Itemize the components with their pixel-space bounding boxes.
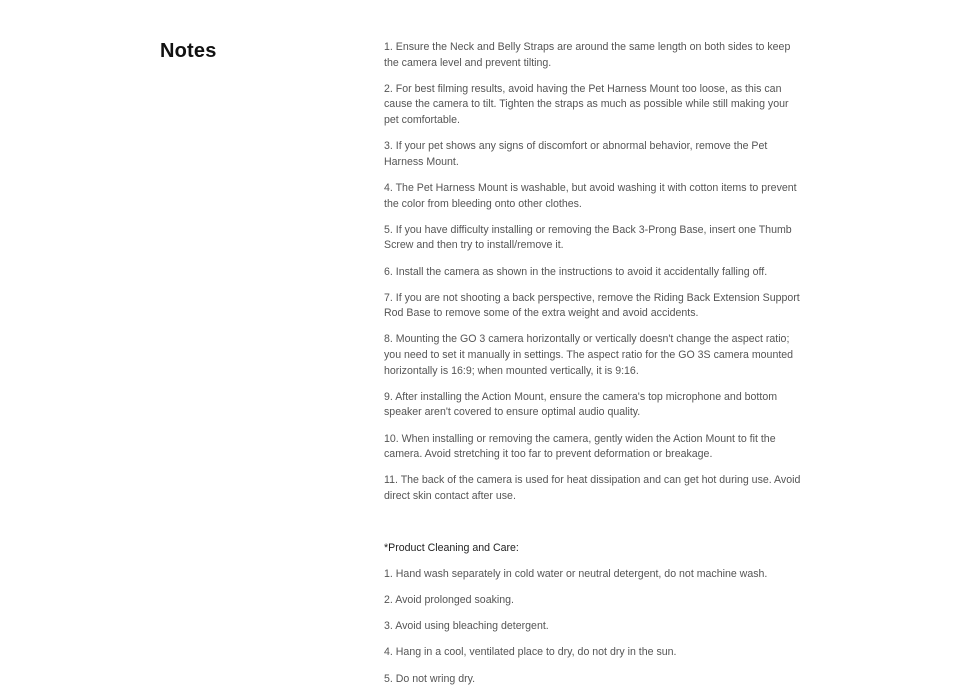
note-item-7: 7. If you are not shooting a back perspective, remove the Riding Back Extension Support Rod Base to remove some of the extra weight and avoid accidents. bbox=[384, 291, 800, 320]
care-item-4: 4. Hang in a cool, ventilated place to dry, do not dry in the sun. bbox=[384, 646, 677, 659]
note-item-5: 5. If you have difficulty installing or removing the Back 3-Prong Base, insert one Thumb Screw and then try to install/remove it. bbox=[384, 223, 792, 252]
notes-title: Notes bbox=[160, 40, 217, 62]
note-item-4: 4. The Pet Harness Mount is washable, but avoid washing it with cotton items to prevent the color from bleeding onto other clothes. bbox=[384, 181, 797, 210]
notes-body bbox=[384, 40, 804, 698]
note-item-3: 3. If your pet shows any signs of discomfort or abnormal behavior, remove the Pet Harness Mount. bbox=[384, 140, 768, 168]
note-item-8: 8. Mounting the GO 3 camera horizontally or vertically doesn't change the aspect ratio; you need to set it manually in settings. The aspect ratio for the GO 3S camera mounted horizontally is 16:9; when mounted vertically, it is 9:16. bbox=[384, 333, 794, 377]
note-item-9: 9. After installing the Action Mount, ensure the camera's top microphone and bottom speaker aren't covered to ensure optimal audio quality. bbox=[384, 390, 778, 419]
care-item-5: 5. Do not wring dry. bbox=[384, 672, 476, 685]
note-item-1: 1. Ensure the Neck and Belly Straps are around the same length on both sides to keep the camera level and prevent tilting. bbox=[384, 41, 791, 69]
note-item-10: 10. When installing or removing the camera, gently widen the Action Mount to fit the camera. Avoid stretching it too far to prevent deformation or breakage. bbox=[384, 432, 776, 461]
care-item-2: 2. Avoid prolonged soaking. bbox=[384, 593, 514, 606]
care-list bbox=[384, 567, 804, 687]
care-block bbox=[384, 541, 804, 688]
note-item-2: 2. For best filming results, avoid having the Pet Harness Mount too loose, as this can cause the camera to tilt. Tighten the straps as much as possible while still making your pet comfortable. bbox=[384, 82, 789, 126]
care-heading: *Product Cleaning and Care: bbox=[384, 541, 519, 554]
notes-list bbox=[384, 40, 804, 505]
note-item-6: 6. Install the camera as shown in the instructions to avoid it accidentally falling off. bbox=[384, 265, 768, 278]
note-item-11: 11. The back of the camera is used for heat dissipation and can get hot during use. Avoid direct skin contact after use. bbox=[384, 474, 801, 502]
care-item-1: 1. Hand wash separately in cold water or neutral detergent, do not machine wash. bbox=[384, 567, 768, 580]
care-item-3: 3. Avoid using bleaching detergent. bbox=[384, 620, 549, 633]
